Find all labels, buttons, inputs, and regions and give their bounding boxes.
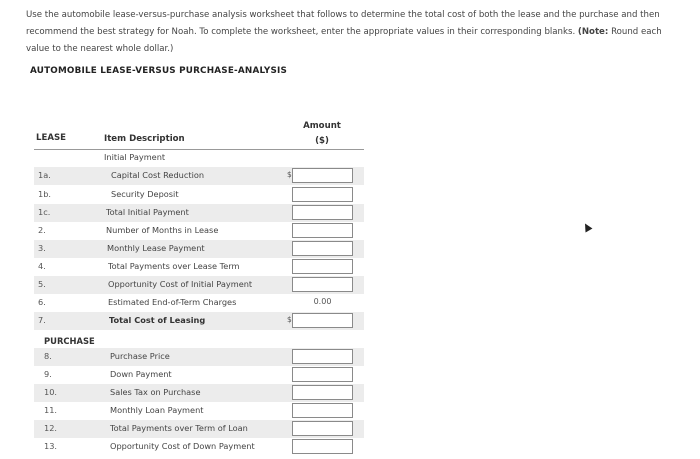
monthly-lease-payment-input[interactable] xyxy=(292,241,353,256)
lease-row-1b xyxy=(34,186,364,204)
row-description: Purchase Price xyxy=(110,351,170,361)
sales-tax-input[interactable] xyxy=(292,385,353,400)
purchase-section-label: PURCHASE xyxy=(44,336,95,346)
down-payment-input[interactable] xyxy=(292,367,353,382)
purchase-price-input[interactable] xyxy=(292,349,353,364)
row-description: Sales Tax on Purchase xyxy=(110,387,201,397)
opportunity-cost-down-payment-input[interactable] xyxy=(292,439,353,454)
purchase-row-9 xyxy=(34,366,364,384)
opportunity-cost-initial-input[interactable] xyxy=(292,277,353,292)
purchase-row-10 xyxy=(34,384,364,402)
row-number: 8. xyxy=(44,351,52,361)
amount-header-unit: ($) xyxy=(315,136,329,146)
lease-row-7 xyxy=(34,312,364,330)
amount-header-label: Amount xyxy=(303,121,341,131)
row-description: Capital Cost Reduction xyxy=(111,170,205,180)
lease-row-6 xyxy=(34,294,364,312)
row-description: Estimated End-of-Term Charges xyxy=(108,297,237,307)
row-number: 4. xyxy=(38,261,46,271)
row-number: 7. xyxy=(38,315,46,325)
capital-cost-reduction-input[interactable] xyxy=(292,168,353,183)
item-description-header: Item Description xyxy=(104,134,185,144)
security-deposit-input[interactable] xyxy=(292,187,353,202)
months-in-lease-input[interactable] xyxy=(292,223,353,238)
purchase-row-13 xyxy=(34,438,364,456)
instructions-body: Use the automobile lease-versus-purchase analysis worksheet that follows to determine the total cost of both the lease and the purchase and then recommend the best strategy for Noah. To complete the worksheet, enter the appropriate values in their corresponding blanks. xyxy=(26,10,660,37)
purchase-row-8 xyxy=(34,348,364,366)
purchase-row-12 xyxy=(34,420,364,438)
row-number: 13. xyxy=(44,441,58,451)
lease-row-3 xyxy=(34,240,364,258)
initial-payment-label: Initial Payment xyxy=(104,152,166,162)
total-lease-payments-input[interactable] xyxy=(292,259,353,274)
instructions-text xyxy=(26,7,676,58)
row-description: Monthly Lease Payment xyxy=(107,243,205,253)
row-description: Security Deposit xyxy=(111,189,179,199)
mouse-cursor-icon xyxy=(582,222,593,233)
row-number: 6. xyxy=(38,297,46,307)
row-number: 5. xyxy=(38,279,46,289)
total-initial-payment-input[interactable] xyxy=(292,205,353,220)
row-number: 1c. xyxy=(38,207,51,217)
row-description: Total Payments over Term of Loan xyxy=(110,423,248,433)
row-description: Monthly Loan Payment xyxy=(110,405,204,415)
purchase-row-11 xyxy=(34,402,364,420)
dollar-sign: $ xyxy=(287,315,292,324)
row-number: 1a. xyxy=(38,170,51,180)
dollar-sign: $ xyxy=(287,170,292,179)
lease-row-4 xyxy=(34,258,364,276)
row-number: 10. xyxy=(44,387,58,397)
row-description: Opportunity Cost of Down Payment xyxy=(110,441,255,451)
total-cost-leasing-input[interactable] xyxy=(292,313,353,328)
row-description: Total Payments over Lease Term xyxy=(108,261,240,271)
row-number: 2. xyxy=(38,225,46,235)
row-number: 3. xyxy=(38,243,46,253)
row-number: 1b. xyxy=(38,189,52,199)
lease-row-5 xyxy=(34,276,364,294)
monthly-loan-payment-input[interactable] xyxy=(292,403,353,418)
total-loan-payments-input[interactable] xyxy=(292,421,353,436)
row-description: Total Cost of Leasing xyxy=(109,315,206,325)
amount-column-header xyxy=(296,119,348,149)
row-number: 9. xyxy=(44,369,52,379)
row-number: 12. xyxy=(44,423,58,433)
header-divider xyxy=(34,149,364,150)
note-label: (Note: xyxy=(577,27,609,37)
lease-row-1a xyxy=(34,167,364,185)
row-description: Opportunity Cost of Initial Payment xyxy=(108,279,253,289)
row-description: Number of Months in Lease xyxy=(106,225,219,235)
worksheet-title: AUTOMOBILE LEASE-VERSUS PURCHASE-ANALYSIS xyxy=(30,66,288,76)
row-number: 11. xyxy=(44,405,58,415)
lease-column-header: LEASE xyxy=(36,133,67,143)
note-text: Round each value to the nearest whole dollar.) xyxy=(26,27,662,54)
row-description: Total Initial Payment xyxy=(106,207,189,217)
end-of-term-charges-value: 0.00 xyxy=(313,297,332,306)
lease-row-2 xyxy=(34,222,364,240)
lease-row-1c xyxy=(34,204,364,222)
row-description: Down Payment xyxy=(110,369,172,379)
